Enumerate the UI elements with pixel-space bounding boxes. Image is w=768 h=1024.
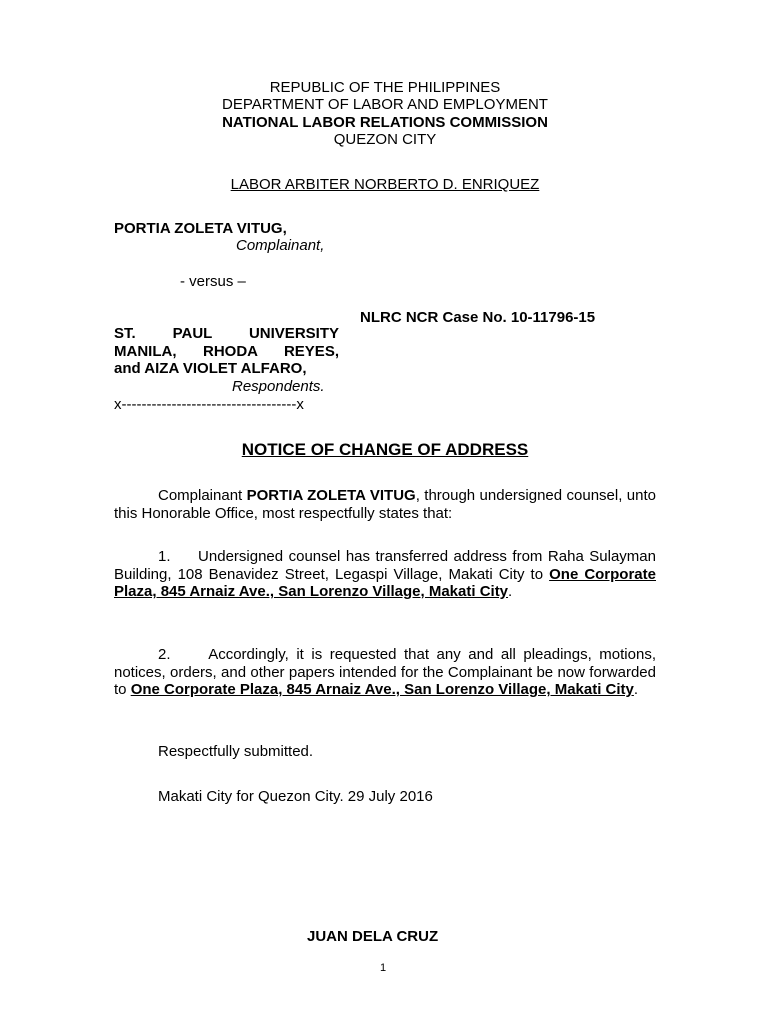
paragraph-1 xyxy=(114,548,656,601)
paragraph-1-end: . xyxy=(508,583,513,600)
page-number: 1 xyxy=(380,962,387,974)
complainant-name: PORTIA ZOLETA VITUG, xyxy=(114,220,287,237)
header-department: DEPARTMENT OF LABOR AND EMPLOYMENT xyxy=(222,96,548,113)
respondent-role: Respondents. xyxy=(232,378,325,395)
intro-paragraph xyxy=(114,487,656,522)
signatory-name: JUAN DELA CRUZ xyxy=(307,928,439,945)
paragraph-2-number: 2. xyxy=(158,646,171,663)
respondent-line-2: MANILA, RHODA REYES, xyxy=(114,343,339,360)
complainant-role: Complainant, xyxy=(236,237,325,254)
intro-complainant-name: PORTIA ZOLETA VITUG xyxy=(246,487,416,504)
paragraph-2 xyxy=(114,646,656,699)
intro-pre: Complainant xyxy=(158,487,247,504)
paragraph-1-number: 1. xyxy=(158,548,171,565)
paragraph-2-address: One Corporate Plaza, 845 Arnaiz Ave., San Lorenzo Village, Makati City xyxy=(130,681,634,698)
closing-line: Respectfully submitted. xyxy=(158,743,314,760)
respondent-line-1: ST. PAUL UNIVERSITY xyxy=(114,325,339,342)
document-title: NOTICE OF CHANGE OF ADDRESS xyxy=(241,440,529,459)
labor-arbiter: LABOR ARBITER NORBERTO D. ENRIQUEZ xyxy=(230,176,540,193)
header-commission: NATIONAL LABOR RELATIONS COMMISSION xyxy=(222,114,548,131)
paragraph-1-text: Undersigned counsel has transferred address from Raha Sulayman Building, 108 Benavidez Street, Legaspi Village, Makati City to xyxy=(114,548,656,583)
header-city: QUEZON CITY xyxy=(333,131,437,148)
place-and-date: Makati City for Quezon City. 29 July 2016 xyxy=(158,788,433,805)
caption-divider: x-----------------------------------x xyxy=(114,396,304,413)
paragraph-1-address: One Corporate Plaza, 845 Arnaiz Ave., San Lorenzo Village, Makati City xyxy=(114,565,656,600)
case-number: NLRC NCR Case No. 10-11796-15 xyxy=(360,309,596,326)
header-republic: REPUBLIC OF THE PHILIPPINES xyxy=(269,79,501,96)
versus-label: - versus – xyxy=(180,273,246,290)
paragraph-2-end: . xyxy=(633,681,639,698)
respondent-line-3: and AIZA VIOLET ALFARO, xyxy=(114,360,307,377)
paragraph-2-text: Accordingly, it is requested that any and all pleadings, motions, notices, orders, and other papers intended for the Complainant be now forwarded to xyxy=(114,646,656,698)
intro-post: , through undersigned counsel, unto this Honorable Office, most respectfully states that: xyxy=(114,487,656,522)
